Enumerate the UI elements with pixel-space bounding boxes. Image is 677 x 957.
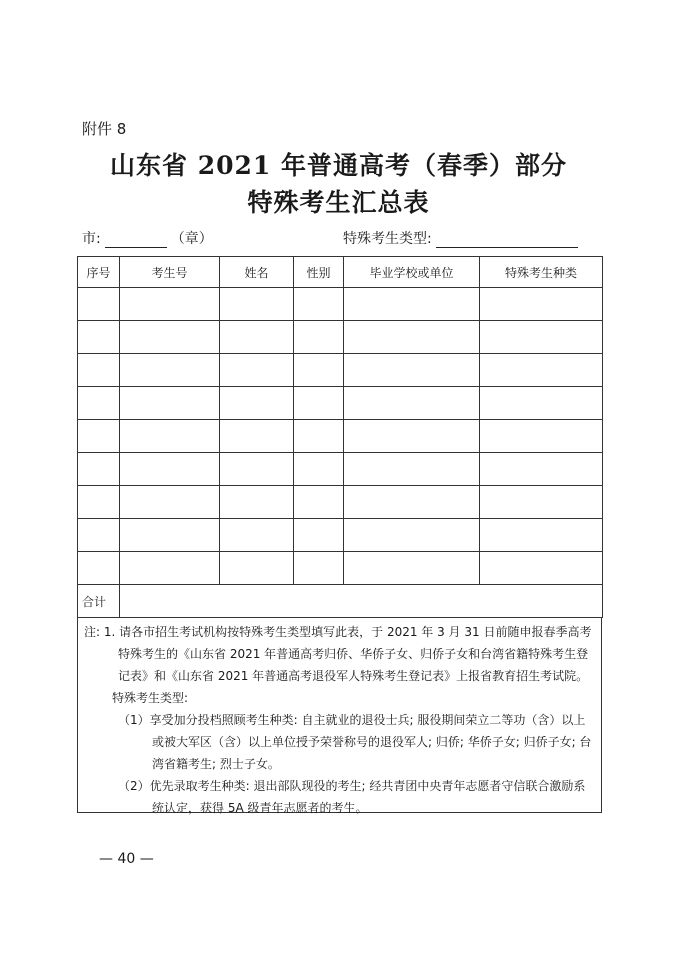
- city-field: [82, 228, 213, 248]
- type-blank: [436, 231, 578, 248]
- table-cell[interactable]: [294, 519, 344, 552]
- table-cell[interactable]: [294, 420, 344, 453]
- table-row: [78, 420, 603, 453]
- table-cell[interactable]: [120, 354, 220, 387]
- table-cell[interactable]: [294, 321, 344, 354]
- table-cell[interactable]: [294, 354, 344, 387]
- table-cell[interactable]: [120, 288, 220, 321]
- table-cell[interactable]: [294, 387, 344, 420]
- note-1: 注: 1. 请各市招生考试机构按特殊考生类型填写此表，于 2021 年 3 月 31 日前随申报春季高考特殊考生的《山东省 2021 年普通高考归侨、华侨子女、归侨子女和台湾省籍特殊考生登记表》和《山东省 2021 年普通高考退役军人特殊考生登记表》上报省教育招生考试院。: [84, 625, 592, 683]
- table-cell[interactable]: [294, 486, 344, 519]
- table-row: [78, 288, 603, 321]
- table-cell[interactable]: [78, 552, 120, 585]
- table-cell[interactable]: [344, 321, 480, 354]
- table-cell[interactable]: [220, 321, 294, 354]
- table-row: [78, 519, 603, 552]
- page-number: — 40 —: [99, 851, 154, 867]
- total-row: [78, 585, 603, 618]
- summary-table: [77, 256, 603, 618]
- table-cell[interactable]: [120, 486, 220, 519]
- table-row: [78, 552, 603, 585]
- table-cell[interactable]: [480, 321, 603, 354]
- note-item-1: （1）享受加分投档照顾考生种类: 自主就业的退役士兵; 服役期间荣立二等功（含）以上或被大军区（含）以上单位授予荣誉称号的退役军人; 归侨; 华侨子女; 归侨子女; 台湾省籍考生; 烈士子女。: [118, 713, 592, 771]
- attachment-label: 附件 8: [82, 120, 127, 138]
- table-cell[interactable]: [480, 486, 603, 519]
- table-cell[interactable]: [78, 288, 120, 321]
- table-cell[interactable]: [120, 519, 220, 552]
- col-header-index: 序号: [78, 257, 120, 288]
- table-cell[interactable]: [78, 519, 120, 552]
- city-label: 市:: [82, 231, 101, 247]
- table-cell[interactable]: [78, 453, 120, 486]
- table-cell[interactable]: [480, 519, 603, 552]
- table-cell[interactable]: [344, 519, 480, 552]
- total-label: 合计: [78, 585, 120, 618]
- table-cell[interactable]: [480, 420, 603, 453]
- table-cell[interactable]: [344, 387, 480, 420]
- note-item-2: （2）优先录取考生种类: 退出部队现役的考生; 经共青团中央青年志愿者守信联合激励系统认定，获得 5A 级青年志愿者的考生。: [118, 779, 586, 815]
- type-field: [343, 228, 582, 248]
- table-cell[interactable]: [344, 420, 480, 453]
- table-cell[interactable]: [220, 519, 294, 552]
- table-cell[interactable]: [120, 453, 220, 486]
- table-cell[interactable]: [294, 552, 344, 585]
- table-row: [78, 387, 603, 420]
- table-cell[interactable]: [480, 453, 603, 486]
- table-cell[interactable]: [344, 288, 480, 321]
- table-cell[interactable]: [220, 288, 294, 321]
- table-cell[interactable]: [78, 486, 120, 519]
- col-header-category: 特殊考生种类: [480, 257, 603, 288]
- table-row: [78, 453, 603, 486]
- table-cell[interactable]: [78, 420, 120, 453]
- table-cell[interactable]: [344, 354, 480, 387]
- document-title-line-2: 特殊考生汇总表: [247, 188, 430, 217]
- total-cell[interactable]: [120, 585, 603, 618]
- note-type-heading: 特殊考生类型:: [112, 691, 189, 705]
- city-blank: [105, 231, 167, 248]
- table-cell[interactable]: [344, 552, 480, 585]
- table-cell[interactable]: [120, 552, 220, 585]
- col-header-school: 毕业学校或单位: [344, 257, 480, 288]
- table-row: [78, 486, 603, 519]
- table-cell[interactable]: [78, 387, 120, 420]
- table-cell[interactable]: [294, 288, 344, 321]
- seal-label: （章）: [170, 231, 213, 247]
- table-cell[interactable]: [220, 420, 294, 453]
- table-cell[interactable]: [220, 387, 294, 420]
- table-row: [78, 354, 603, 387]
- table-cell[interactable]: [220, 486, 294, 519]
- table-cell[interactable]: [78, 321, 120, 354]
- table-cell[interactable]: [480, 288, 603, 321]
- table-cell[interactable]: [220, 453, 294, 486]
- col-header-name: 姓名: [220, 257, 294, 288]
- table-cell[interactable]: [480, 354, 603, 387]
- notes-box: [77, 617, 602, 813]
- table-header-row: [78, 257, 603, 288]
- col-header-exam-id: 考生号: [120, 257, 220, 288]
- table-cell[interactable]: [480, 387, 603, 420]
- table-row: [78, 321, 603, 354]
- type-label: 特殊考生类型:: [343, 231, 432, 247]
- col-header-gender: 性别: [294, 257, 344, 288]
- table-cell[interactable]: [480, 552, 603, 585]
- table-cell[interactable]: [344, 486, 480, 519]
- document-title-line-1: 山东省 2021 年普通高考（春季）部分: [110, 151, 567, 180]
- table-cell[interactable]: [220, 354, 294, 387]
- table-cell[interactable]: [78, 354, 120, 387]
- table-cell[interactable]: [120, 420, 220, 453]
- table-cell[interactable]: [344, 453, 480, 486]
- table-cell[interactable]: [294, 453, 344, 486]
- table-cell[interactable]: [120, 321, 220, 354]
- table-cell[interactable]: [220, 552, 294, 585]
- table-cell[interactable]: [120, 387, 220, 420]
